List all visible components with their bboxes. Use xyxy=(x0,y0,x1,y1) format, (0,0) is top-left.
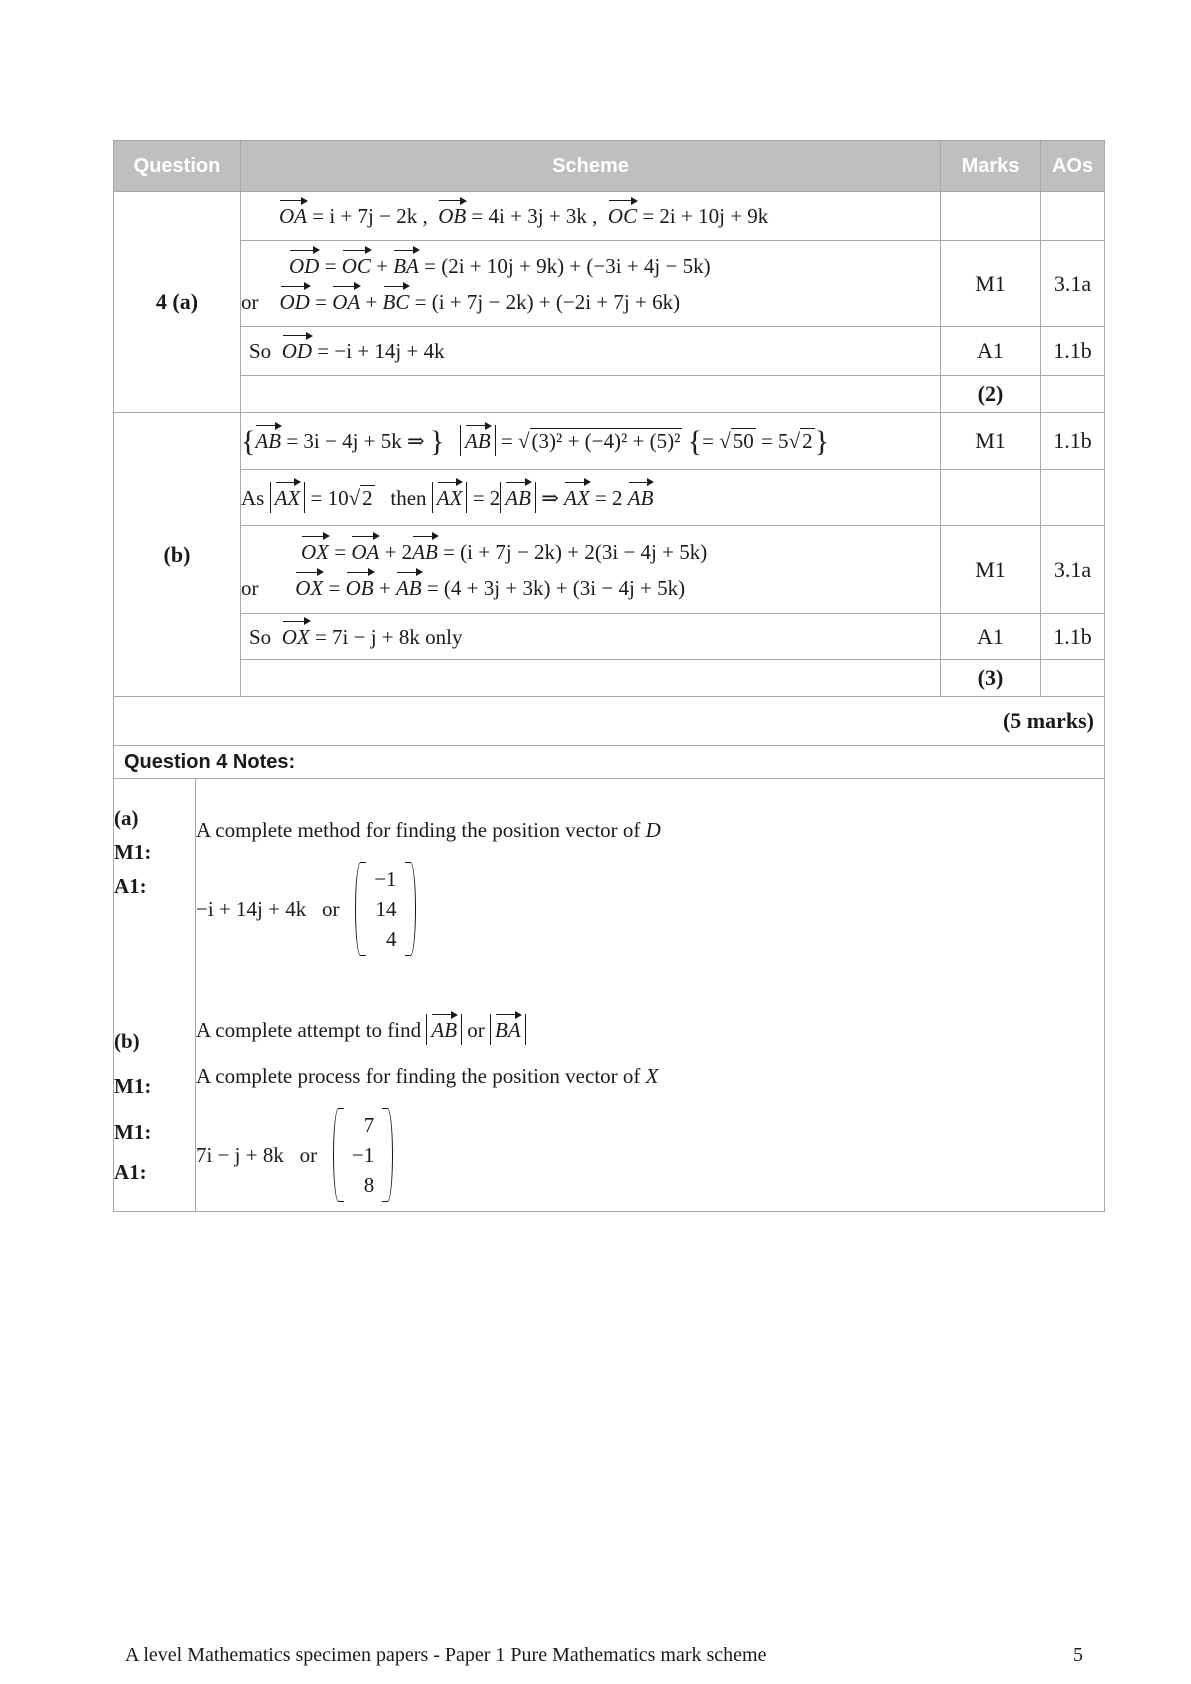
equals: = xyxy=(334,539,347,564)
a-result-mark: A1 xyxy=(941,327,1041,376)
vector-ob: OB xyxy=(346,572,374,599)
paren-right xyxy=(382,1108,393,1202)
note-b-m1 xyxy=(196,1007,1104,1053)
b-row-2 xyxy=(114,470,1105,526)
footer-text: A level Mathematics specimen papers - Paper 1 Pure Mathematics mark scheme xyxy=(125,1644,767,1666)
magnitude-ax xyxy=(432,482,468,513)
page-number: 5 xyxy=(1073,1644,1083,1666)
column-entry: 7 xyxy=(363,1113,375,1137)
vector-ab: AB xyxy=(412,536,438,563)
note-m1-label: M1: xyxy=(114,840,152,864)
vector-ob: OB xyxy=(438,200,466,227)
vector-oa: OA xyxy=(332,286,360,313)
equals: = xyxy=(328,575,341,600)
only-label: only xyxy=(425,624,463,649)
column-entry: 4 xyxy=(386,927,397,951)
header-marks: Marks xyxy=(941,141,1041,192)
note-a1-or: or xyxy=(321,896,340,921)
note-b-m1-or: or xyxy=(467,1018,485,1042)
notes-body xyxy=(114,779,1105,1212)
a-result-row xyxy=(114,327,1105,376)
page-footer xyxy=(125,1644,1083,1667)
b-row-2-mark xyxy=(941,470,1041,526)
scheme-table xyxy=(113,140,1105,779)
a-given xyxy=(241,192,941,241)
so-label: So xyxy=(249,624,272,649)
column-values xyxy=(366,862,404,956)
or-label: or xyxy=(241,289,259,314)
brace-close: } xyxy=(429,425,445,458)
spacer xyxy=(196,779,1104,813)
vector-ox: OX xyxy=(301,536,329,563)
note-m1-var: D xyxy=(645,818,661,842)
method-rhs-2: = (4 + 3j + 3k) + (3i − 4j + 5k) xyxy=(426,575,686,600)
column-vector-x xyxy=(333,1108,393,1202)
b-total-ao xyxy=(1041,660,1105,697)
magnitude-ba xyxy=(490,1014,526,1045)
header-scheme: Scheme xyxy=(241,141,941,192)
equals-two: = 2 xyxy=(594,485,623,510)
vector-ox: OX xyxy=(295,572,323,599)
plus-two: + 2 xyxy=(384,539,413,564)
note-b-m1b xyxy=(196,1053,1104,1099)
b-result xyxy=(241,614,941,660)
a-total-ao xyxy=(1041,376,1105,413)
spacer xyxy=(196,963,1104,1007)
paren-right xyxy=(405,862,416,956)
b-row-1-mark: M1 xyxy=(941,413,1041,470)
vector-ab: AB xyxy=(255,425,281,452)
vector-oa: OA xyxy=(279,200,307,227)
root-expression: (3)² + (−4)² + (5)² xyxy=(531,429,681,453)
paren-left xyxy=(333,1108,344,1202)
header-row xyxy=(114,141,1105,192)
header-question: Question xyxy=(114,141,241,192)
vector-ab: AB xyxy=(505,482,531,509)
vector-ax: AX xyxy=(275,482,301,509)
vector-ax: AX xyxy=(437,482,463,509)
b-row-4-mark: A1 xyxy=(941,614,1041,660)
root-50: 50 xyxy=(732,429,754,453)
note-a1-expr: −i + 14j + 4k xyxy=(196,896,307,921)
b-row-3-ao: 3.1a xyxy=(1041,526,1105,614)
brace-close: } xyxy=(814,425,829,458)
magnitude-ab xyxy=(500,482,536,513)
note-b-m1b-var: X xyxy=(645,1064,659,1088)
a-given-ao xyxy=(1041,192,1105,241)
column-vector-d xyxy=(355,862,415,956)
note-a1 xyxy=(196,847,1104,963)
vector-oc: OC xyxy=(342,250,371,277)
a-result xyxy=(241,327,941,376)
column-entry: 14 xyxy=(375,897,397,921)
as-label: As xyxy=(241,485,265,510)
equals-two: = 2 xyxy=(472,485,501,510)
a-method xyxy=(241,241,941,327)
vector-od: OD xyxy=(289,250,319,277)
note-a1-label: A1: xyxy=(114,874,147,898)
or-label: or xyxy=(241,575,259,600)
note-b-a1-label: A1: xyxy=(114,1160,147,1184)
notes-text xyxy=(196,779,1105,1212)
column-entry: −1 xyxy=(374,867,397,891)
note-b-a1-or: or xyxy=(299,1142,318,1167)
oc-value: = 2i + 10j + 9k xyxy=(642,204,769,228)
equals: = xyxy=(324,253,337,278)
vector-ax: AX xyxy=(564,482,590,509)
question-label-a: 4 (a) xyxy=(114,192,241,413)
vector-ba: BA xyxy=(393,250,419,277)
note-b-m1b-label: M1: xyxy=(114,1120,152,1144)
equals: = xyxy=(702,429,714,453)
b-total-row xyxy=(114,660,1105,697)
root-2: 2 xyxy=(362,485,373,510)
notes-table xyxy=(113,779,1105,1212)
root-2: 2 xyxy=(802,429,813,453)
header-aos: AOs xyxy=(1041,141,1105,192)
magnitude-ax xyxy=(270,482,306,513)
plus: + xyxy=(376,253,388,278)
result-value: = 7i − j + 8k xyxy=(314,624,420,649)
question-label-b: (b) xyxy=(114,413,241,697)
then-label: then xyxy=(390,485,427,510)
b-scale: As AX = 10√2 then AX = 2 AB ⇒ AX = 2 AB xyxy=(241,470,941,526)
magnitude-ab xyxy=(460,425,496,456)
notes-labels xyxy=(114,779,196,1212)
column-entry: 8 xyxy=(363,1173,375,1197)
spacer xyxy=(114,903,195,1019)
b-row-2-ao xyxy=(1041,470,1105,526)
note-b-m1-text: A complete attempt to find xyxy=(196,1018,422,1042)
vector-ba: BA xyxy=(495,1014,521,1041)
a-total-blank xyxy=(241,376,941,413)
ob-value: = 4i + 3j + 3k , xyxy=(471,204,598,228)
paren-left xyxy=(355,862,366,956)
magnitude-ab xyxy=(426,1014,462,1045)
b-total-marks: (3) xyxy=(941,660,1041,697)
equals-ten: = 10 xyxy=(310,485,349,510)
note-part-a: (a) xyxy=(114,806,139,830)
note-part-b: (b) xyxy=(114,1029,140,1053)
method-rhs-1: = (2i + 10j + 9k) + (−3i + 4j − 5k) xyxy=(424,253,711,278)
implies: ⇒ xyxy=(541,485,559,510)
a-total-row xyxy=(114,376,1105,413)
b-total-blank xyxy=(241,660,941,697)
b-magnitude: {AB = 3i − 4j + 5k ⇒ } AB = √(3)² + (−4)² + (5)² {= √50 = 5√2} xyxy=(241,413,941,470)
vector-ab: AB xyxy=(465,425,491,452)
note-b-m1b-text: A complete process for finding the position vector of xyxy=(196,1064,641,1088)
b-row-3 xyxy=(114,526,1105,614)
note-m1-text: A complete method for finding the position vector of xyxy=(196,818,641,842)
method-rhs-1: = (i + 7j − 2k) + 2(3i − 4j + 5k) xyxy=(443,539,708,564)
grand-total: (5 marks) xyxy=(114,697,1105,746)
mark-scheme xyxy=(113,140,1104,1212)
vector-ox: OX xyxy=(282,621,310,648)
a-given-row xyxy=(114,192,1105,241)
b-row-3-mark: M1 xyxy=(941,526,1041,614)
b-row-1 xyxy=(114,413,1105,470)
vector-od: OD xyxy=(280,286,310,313)
a-result-ao: 1.1b xyxy=(1041,327,1105,376)
equals: = xyxy=(315,289,327,314)
plus: + xyxy=(378,575,391,600)
brace-open: { xyxy=(241,425,256,458)
notes-heading: Question 4 Notes: xyxy=(114,746,1105,779)
b-row-4 xyxy=(114,614,1105,660)
note-b-a1-expr: 7i − j + 8k xyxy=(196,1142,284,1167)
vector-oa: OA xyxy=(351,536,379,563)
vector-ab: AB xyxy=(628,482,654,509)
a-method-ao: 3.1a xyxy=(1041,241,1105,327)
b-row-4-ao: 1.1b xyxy=(1041,614,1105,660)
oa-value: = i + 7j − 2k , xyxy=(312,204,428,228)
method-rhs-2: = (i + 7j − 2k) + (−2i + 7j + 6k) xyxy=(414,289,681,314)
column-entry: −1 xyxy=(351,1143,375,1167)
note-m1 xyxy=(196,813,1104,847)
equals-five: = 5 xyxy=(760,429,789,453)
a-total-marks: (2) xyxy=(941,376,1041,413)
note-b-a1 xyxy=(196,1099,1104,1211)
a-method-mark: M1 xyxy=(941,241,1041,327)
so-label: So xyxy=(249,339,272,363)
column-values xyxy=(344,1108,382,1202)
grand-total-row xyxy=(114,697,1105,746)
vector-ab: AB xyxy=(396,572,422,599)
b-method xyxy=(241,526,941,614)
a-given-mark xyxy=(941,192,1041,241)
a-method-row xyxy=(114,241,1105,327)
b-row-1-ao: 1.1b xyxy=(1041,413,1105,470)
vector-ab: AB xyxy=(431,1014,457,1041)
vector-od: OD xyxy=(282,335,312,362)
result-value: = −i + 14j + 4k xyxy=(317,339,445,363)
plus: + xyxy=(365,289,378,314)
ab-value: = 3i − 4j + 5k ⇒ xyxy=(286,429,425,453)
vector-bc: BC xyxy=(383,286,410,313)
brace-open: { xyxy=(687,425,703,458)
vector-oc: OC xyxy=(608,200,637,227)
note-b-m1-label: M1: xyxy=(114,1074,152,1098)
notes-heading-row xyxy=(114,746,1105,779)
